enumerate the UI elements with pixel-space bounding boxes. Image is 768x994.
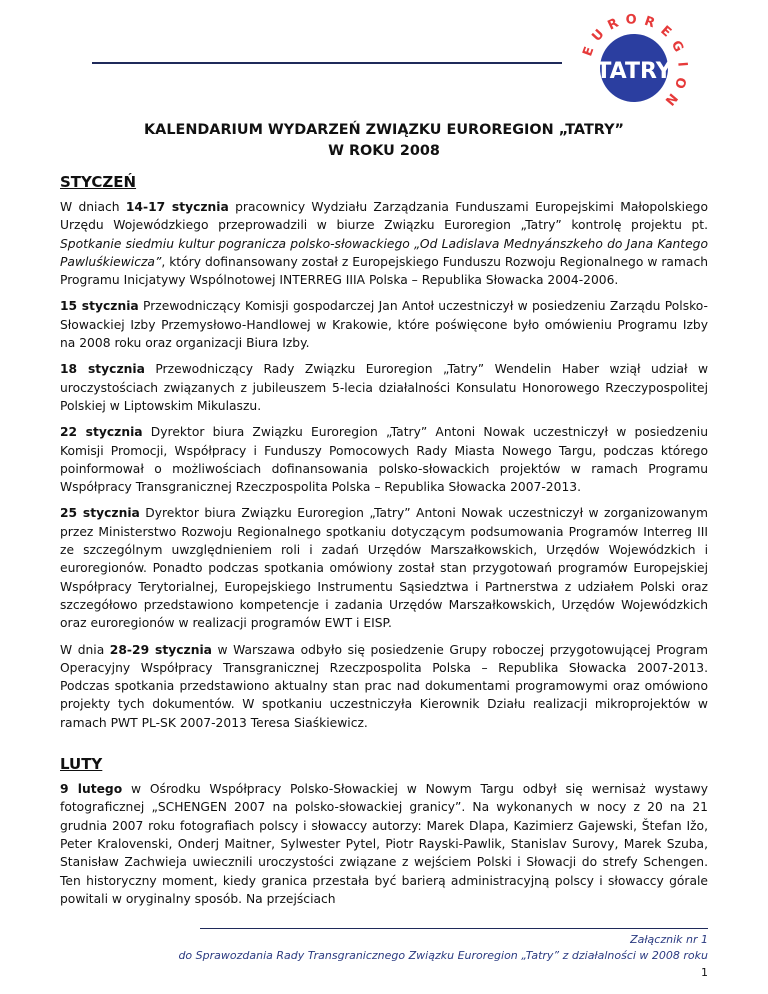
euroregion-tatry-logo: [570, 2, 692, 124]
section-styczen: [60, 172, 708, 732]
logo-ring-letter: R: [642, 13, 657, 32]
paragraph: 15 stycznia Przewodniczący Komisji gospodarczej Jan Antoł uczestniczył w posiedzeniu Zarządu Polsko-Słowackiej Izby Przemysłowo-Handlowej w Krakowie, które poświęcone było omówieniu Programu Izby na 2008 roku oraz organizacji Biura Izby.: [60, 299, 708, 351]
footer-line-2: do Sprawozdania Rady Transgranicznego Związku Euroregion „Tatry” z działalności w 2008 roku: [178, 949, 708, 962]
section-luty: [60, 754, 708, 908]
logo-ring-letter: O: [670, 75, 689, 91]
paragraph: 25 stycznia Dyrektor biura Związku Euroregion „Tatry” Antoni Nowak uczestniczył w zorganizowanym przez Ministerstwo Rozwoju Regionalnego spotkaniu dotyczącym podsumowania Programów Interreg III ze szczególnym uwzględnieniem roli i zadań Urzędów Marszałkowskich, Urzędów Wojewódzkich i euroregionów. Ponadto podczas spotkania omówiony został stan przygotowań programów Europejskiej Współpracy Terytorialnej, Europejskiego Instrumentu Sąsiedztwa i Partnerstwa z udziałem Polski oraz szczegółowo przedstawiono kompetencje i zadania Urzędów Marszałkowskich, Urzędów Wojewódzkich oraz euroregionów w realizacji programów EWT i EISP.: [60, 506, 708, 631]
title-line-1: KALENDARIUM WYDARZEŃ ZWIĄZKU EUROREGION „TATRY”: [144, 122, 624, 138]
paragraph: W dnia 28-29 stycznia w Warszawa odbyło się posiedzenie Grupy roboczej przygotowującej Program Operacyjny Współpracy Transgranicznej Rzeczpospolita Polska – Republika Słowacka 2007-2013. Podczas spotkania przedstawiono aktualny stan prac nad dokumentami programowymi oraz omówiono projekty tych dokumentów. W spotkaniu uczestniczyła Kierownik Działu realizacji mikroprojektów w ramach PWT PL-SK 2007-2013 Teresa Siaśkiewicz.: [60, 642, 708, 730]
section-heading: STYCZEŃ: [60, 173, 137, 191]
logo-ring-letter: I: [674, 61, 690, 68]
header-rule: [92, 62, 562, 64]
footer-line-1: Załącznik nr 1: [630, 933, 708, 946]
logo-ring-letter: U: [589, 26, 608, 45]
logo-word: TATRY: [596, 59, 672, 84]
logo-ring-letter: G: [667, 38, 686, 55]
paragraph: W dniach 14-17 stycznia pracownicy Wydziału Zarządzania Funduszami Europejskimi Małopolskiego Urzędu Wojewódzkiego przeprowadzili w biurze Związku Euroregion „Tatry” kontrolę projektu pt. Spotkanie siedmiu kultur pogranicza polsko-słowackiego „Od Ladislava Mednyánszkeho do Jana Kantego Pawluśkiewicza”, który dofinansowany został z Europejskiego Funduszu Rozwoju Regionalnego w ramach Programu Inicjatywy Wspólnotowej INTERREG IIIA Polska – Republika Słowacka 2004-2006.: [60, 200, 708, 288]
title-line-2: W ROKU 2008: [328, 143, 440, 159]
logo-ring-letter: N: [661, 89, 681, 108]
footer-rule: [200, 928, 708, 929]
footer: [178, 932, 708, 964]
document-body: [60, 172, 708, 916]
section-heading: LUTY: [60, 755, 103, 774]
logo-ring-letter: E: [580, 44, 598, 59]
page-number: 1: [701, 966, 708, 979]
logo-ring-letter: O: [625, 12, 638, 28]
paragraph: 9 lutego w Ośrodku Współpracy Polsko-Słowackiej w Nowym Targu odbył się wernisaż wystawy fotograficznej „SCHENGEN 2007 na polsko-słowackiej granicy”. Na wykonanych w nocy z 20 na 21 grudnia 2007 roku fotografiach polscy i słowaccy autorzy: Marek Dlapa, Kazimierz Gajewski, Štefan Ižo, Peter Kralovenski, Onderj Maitner, Sylwester Pytel, Piotr Rayski-Pawlik, Stanislav Surovy, Marek Szuba, Stanisław Zachwieja uwiecznili uroczystości związane z wejściem Polski i Słowacji do strefy Schengen. Ten historyczny moment, kiedy granica przestała być barierą administracyjną polscy i słowaccy górale powitali w oryginalny sposób. Na przejściach: [60, 782, 708, 906]
logo-ring-letter: E: [657, 23, 674, 41]
paragraph: 22 stycznia Dyrektor biura Związku Euroregion „Tatry” Antoni Nowak uczestniczył w posiedzeniu Komisji Promocji, Współpracy i Funduszy Pomocowych Rady Miasta Nowego Targu, podczas którego poinformował o możliwościach dofinansowania polsko-słowackich projektów w ramach Programu Współpracy Transgranicznej Rzeczpospolita Polska – Republika Słowacka 2007-2013.: [60, 425, 708, 495]
logo-ring-letter: R: [605, 15, 622, 34]
page-title: [60, 120, 708, 162]
paragraph: 18 stycznia Przewodniczący Rady Związku Euroregion „Tatry” Wendelin Haber wziął udział w uroczystościach związanych z jubileuszem 5-lecia działalności Konsulatu Honorowego Rzeczypospolitej Polskiej w Liptowskim Mikulaszu.: [60, 362, 709, 413]
